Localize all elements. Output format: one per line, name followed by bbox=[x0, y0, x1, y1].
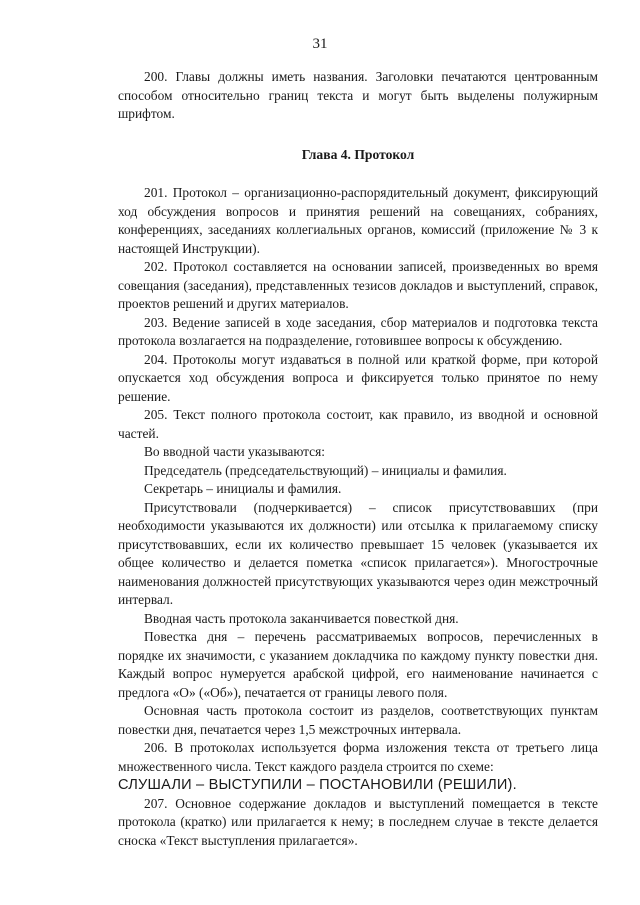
protocol-scheme: СЛУШАЛИ – ВЫСТУПИЛИ – ПОСТАНОВИЛИ (РЕШИЛИ). bbox=[118, 777, 517, 793]
attendees-paragraph: Присутствовали (подчеркивается) – список присутствовавших (при необходимости указываются их должности) или отсылка к прилагаемому списку присутствовавших, если их количество превышает 15 человек (указывается их общее количество и делается пометка «список прилагается»). Многострочные наименования должностей присутствующих указываются через один межстрочный интервал. bbox=[118, 499, 598, 607]
main-part-paragraph: Основная часть протокола состоит из разделов, соответствующих пунктам повестки дня, печатается через 1,5 межстрочных интервала. bbox=[118, 703, 598, 737]
chapter-title: Глава 4. Протокол bbox=[301, 146, 415, 162]
chairman-line: Председатель (председательствующий) – инициалы и фамилия. bbox=[144, 462, 507, 478]
page-number: 31 bbox=[312, 36, 328, 52]
paragraph-203: 203. Ведение записей в ходе заседания, сбор материалов и подготовка текста протокола возлагается на подразделение, готовившее вопросы к обсуждению. bbox=[118, 314, 598, 348]
paragraph-200: 200. Главы должны иметь названия. Заголовки печатаются центрованным способом относительно границ текста и могут быть выделены полужирным шрифтом. bbox=[118, 69, 598, 121]
paragraph-206: 206. В протоколах используется форма изложения текста от третьего лица множественного числа. Текст каждого раздела строится по схеме: bbox=[118, 740, 598, 774]
agenda-paragraph: Повестка дня – перечень рассматриваемых вопросов, перечисленных в порядке их значимости, с указанием докладчика по каждому пункту повестки дня. Каждый вопрос нумеруется арабской цифрой, его наименование начинается с предлога «О» («Об»), печатается от границы левого поля. bbox=[118, 629, 598, 700]
paragraph-204: 204. Протоколы могут издаваться в полной или краткой форме, при которой опускается ход обсуждения вопроса и фиксируется только принятое по нему решение. bbox=[118, 351, 598, 404]
agenda-end-line: Вводная часть протокола заканчивается повесткой дня. bbox=[144, 610, 459, 626]
document-body bbox=[118, 68, 598, 850]
paragraph-201: 201. Протокол – организационно-распорядительный документ, фиксирующий ход обсуждения вопросов и принятия решений на совещаниях, собраниях, конференциях, заседаниях коллегиальных органов, комиссий (приложение № 3 к настоящей Инструкции). bbox=[118, 185, 598, 256]
paragraph-207: 207. Основное содержание докладов и выступлений помещается в тексте протокола (кратко) или прилагается к нему; в последнем случае в тексте делается сноска «Текст выступления прилагается». bbox=[118, 795, 598, 848]
paragraph-205: 205. Текст полного протокола состоит, как правило, из вводной и основной частей. bbox=[118, 407, 598, 441]
intro-part-heading: Во вводной части указываются: bbox=[144, 444, 325, 459]
secretary-line: Секретарь – инициалы и фамилия. bbox=[144, 481, 342, 496]
paragraph-202: 202. Протокол составляется на основании записей, произведенных во время совещания (заседания), представленных тезисов докладов и выступлений, справок, проектов решений и других материалов. bbox=[118, 259, 598, 311]
